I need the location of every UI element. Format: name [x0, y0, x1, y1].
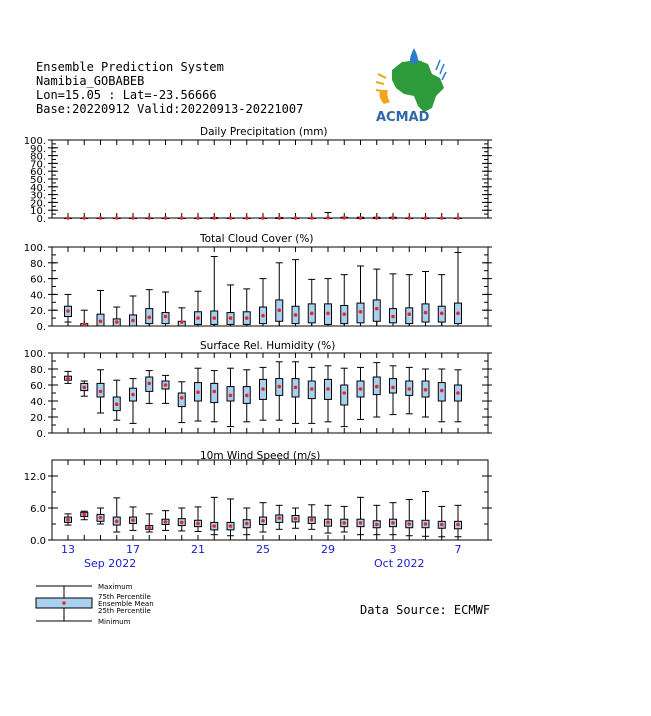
- box-day-29: [325, 366, 332, 422]
- box-day-24: [243, 216, 250, 220]
- box-day-29: [325, 505, 332, 533]
- mean-marker: [440, 216, 444, 220]
- mean-marker: [147, 216, 151, 220]
- mean-marker: [456, 216, 460, 220]
- data-source: Data Source: ECMWF: [360, 603, 491, 617]
- box-day-18: [146, 514, 153, 532]
- iqr-box: [178, 393, 185, 407]
- ytick-label: 0.: [36, 429, 46, 440]
- mean-marker: [342, 521, 346, 525]
- mean-marker: [294, 517, 298, 521]
- mean-marker: [229, 524, 233, 528]
- mean-marker: [359, 521, 363, 525]
- ytick-label: 0.: [36, 322, 46, 333]
- mean-marker: [229, 316, 233, 320]
- sun-icon: [380, 90, 391, 104]
- mean-marker: [359, 387, 363, 391]
- box-day-22: [211, 497, 218, 534]
- box-day-18: [146, 371, 153, 404]
- mean-marker: [164, 383, 168, 387]
- xtick-label: 13: [61, 543, 75, 556]
- box-day-2: [373, 363, 380, 417]
- mean-marker: [342, 216, 346, 220]
- box-day-13: [65, 294, 72, 322]
- ytick-label: 50.: [30, 175, 46, 186]
- mean-marker: [375, 385, 379, 389]
- mean-marker: [326, 521, 330, 525]
- box-day-3: [390, 274, 397, 326]
- box-day-22: [211, 216, 218, 220]
- mean-marker: [359, 216, 363, 220]
- legend-p25: 25th Percentile: [98, 607, 151, 615]
- header-coords: Lon=15.05 : Lat=-23.56666: [36, 88, 217, 102]
- ytick-label: 80.: [30, 365, 46, 376]
- box-day-15: [97, 290, 104, 326]
- mean-marker: [310, 312, 314, 316]
- box-day-14: [81, 511, 88, 520]
- mean-marker: [456, 312, 460, 316]
- ytick-label: 80.: [30, 151, 46, 163]
- box-day-4: [406, 499, 413, 535]
- mean-marker: [212, 316, 216, 320]
- box-day-28: [308, 367, 315, 423]
- box-day-26: [276, 362, 283, 420]
- box-day-6: [438, 506, 445, 536]
- month-label: Sep 2022: [84, 557, 137, 570]
- logo-text: ACMAD: [376, 110, 430, 125]
- box-day-26: [276, 216, 283, 220]
- box-day-16: [113, 307, 120, 326]
- box-day-21: [195, 291, 202, 326]
- ytick-label: 60.: [30, 167, 46, 179]
- mean-marker: [245, 216, 249, 220]
- mean-marker: [407, 312, 411, 316]
- panel-title: Surface Rel. Humidity (%): [200, 340, 336, 352]
- mean-marker: [180, 320, 184, 324]
- box-day-17: [130, 296, 137, 326]
- box-day-20: [178, 308, 185, 326]
- ytick-label: 80.: [30, 258, 46, 270]
- box-day-2: [373, 269, 380, 326]
- panel-title: 10m Wind Speed (m/s): [200, 450, 321, 462]
- box-day-18: [146, 216, 153, 220]
- box-day-6: [438, 369, 445, 422]
- mean-marker: [66, 377, 70, 381]
- ytick-label: 70.: [30, 159, 46, 171]
- mean-marker: [294, 216, 298, 220]
- xtick-label: 25: [256, 543, 270, 556]
- mean-marker: [440, 523, 444, 527]
- box-day-30: [341, 368, 348, 426]
- box-day-20: [178, 508, 185, 531]
- mean-marker: [66, 309, 70, 313]
- xtick-label: 21: [191, 543, 205, 556]
- mean-marker: [147, 382, 151, 386]
- mean-marker: [310, 216, 314, 220]
- box-day-17: [130, 216, 137, 220]
- mean-marker: [277, 216, 281, 220]
- box-day-5: [422, 369, 429, 417]
- xtick-label: 3: [389, 543, 397, 556]
- mean-marker: [407, 216, 411, 220]
- ytick-label: 6.0: [30, 504, 46, 515]
- mean-marker: [99, 216, 103, 220]
- box-day-4: [406, 367, 413, 413]
- mean-marker: [147, 316, 151, 320]
- ytick-label: 40.: [30, 290, 46, 302]
- mean-marker: [294, 313, 298, 317]
- mean-marker: [375, 523, 379, 527]
- box-day-13: [65, 514, 72, 525]
- box-day-21: [195, 368, 202, 421]
- box-day-30: [341, 275, 348, 326]
- mean-marker: [82, 513, 86, 517]
- mean-marker: [212, 524, 216, 528]
- mean-marker: [391, 386, 395, 390]
- ytick-label: 90.: [30, 143, 46, 155]
- mean-marker: [164, 315, 168, 319]
- mean-marker: [180, 216, 184, 220]
- box-day-23: [227, 499, 234, 536]
- legend-mean: Ensemble Mean: [98, 600, 154, 608]
- mean-marker: [277, 385, 281, 389]
- ytick-label: 100.: [23, 136, 46, 147]
- mean-marker: [99, 390, 103, 394]
- box-day-13: [65, 371, 72, 383]
- box-day-2: [373, 505, 380, 534]
- mean-marker: [326, 216, 330, 220]
- iqr-box: [341, 385, 348, 405]
- ytick-label: 40.: [30, 397, 46, 408]
- box-day-25: [260, 503, 267, 532]
- mean-marker: [391, 521, 395, 525]
- mean-marker: [326, 312, 330, 316]
- mean-marker: [359, 310, 363, 314]
- ytick-label: 10.: [30, 206, 46, 218]
- mean-marker: [180, 521, 184, 525]
- box-day-21: [195, 216, 202, 220]
- mean-marker: [66, 216, 70, 220]
- mean-marker: [131, 518, 135, 522]
- mean-marker: [277, 308, 281, 312]
- box-day-28: [308, 216, 315, 220]
- mean-marker: [245, 316, 249, 320]
- box-day-7: [455, 370, 462, 422]
- mean-marker: [277, 516, 281, 520]
- box-day-27: [292, 260, 299, 326]
- mean-marker: [229, 394, 233, 398]
- legend-minimum: Minimum: [98, 618, 131, 626]
- header-dates: Base:20220912 Valid:20220913-20221007: [36, 102, 304, 116]
- ytick-label: 20.: [30, 413, 46, 424]
- mean-marker: [261, 216, 265, 220]
- box-day-1: [357, 216, 364, 220]
- mean-marker: [131, 319, 135, 323]
- box-day-18: [146, 290, 153, 326]
- mean-marker: [196, 216, 200, 220]
- box-day-24: [243, 289, 250, 326]
- sun-rays-icon: [376, 74, 386, 91]
- box-day-26: [276, 263, 283, 326]
- mean-marker: [82, 386, 86, 390]
- water-drop-icon: [410, 48, 418, 64]
- mean-marker: [115, 320, 119, 324]
- box-day-29: [325, 213, 332, 220]
- box-day-3: [390, 503, 397, 535]
- mean-marker: [407, 522, 411, 526]
- mean-marker: [424, 522, 428, 526]
- box-day-19: [162, 292, 169, 326]
- mean-marker: [82, 216, 86, 220]
- mean-marker: [342, 312, 346, 316]
- mean-marker: [131, 216, 135, 220]
- box-day-24: [243, 508, 250, 535]
- box-day-30: [341, 506, 348, 532]
- mean-marker: [294, 386, 298, 390]
- panel-2: [24, 233, 492, 333]
- box-day-3: [390, 216, 397, 220]
- ytick-label: 60.: [30, 381, 46, 392]
- box-day-25: [260, 216, 267, 220]
- box-day-14: [81, 310, 88, 326]
- ytick-label: 12.0: [23, 472, 46, 483]
- box-day-20: [178, 382, 185, 423]
- box-day-4: [406, 216, 413, 220]
- legend-maximum: Maximum: [98, 583, 133, 591]
- mean-marker: [456, 391, 460, 395]
- box-day-7: [455, 216, 462, 220]
- panel-title: Total Cloud Cover (%): [200, 233, 314, 245]
- mean-marker: [229, 216, 233, 220]
- box-day-6: [438, 275, 445, 326]
- mean-marker: [99, 516, 103, 520]
- box-day-28: [308, 279, 315, 326]
- panel-title: Daily Precipitation (mm): [200, 126, 328, 138]
- mean-marker: [261, 519, 265, 523]
- mean-marker: [407, 387, 411, 391]
- mean-marker: [196, 522, 200, 526]
- ytick-label: 100.: [23, 349, 46, 360]
- ytick-label: 30.: [30, 190, 46, 202]
- ytick-label: 20.: [30, 198, 46, 210]
- mean-marker: [245, 394, 249, 398]
- box-day-22: [211, 256, 218, 326]
- box-day-25: [260, 279, 267, 326]
- mean-marker: [424, 388, 428, 392]
- box-day-29: [325, 279, 332, 326]
- box-day-23: [227, 285, 234, 326]
- mean-marker: [66, 518, 70, 522]
- plot-frame: [52, 140, 488, 218]
- box-day-17: [130, 379, 137, 424]
- ytick-label: 40.: [30, 182, 46, 194]
- box-day-17: [130, 507, 137, 530]
- mean-marker: [82, 323, 86, 327]
- month-label: Oct 2022: [374, 557, 425, 570]
- xtick-label: 17: [126, 543, 140, 556]
- ytick-label: 100.: [23, 243, 46, 254]
- xtick-label: 29: [321, 543, 335, 556]
- mean-marker: [456, 523, 460, 527]
- box-day-5: [422, 491, 429, 536]
- box-day-16: [113, 498, 120, 532]
- box-day-5: [422, 271, 429, 326]
- mean-marker: [115, 520, 119, 524]
- box-day-1: [357, 266, 364, 326]
- box-day-25: [260, 367, 267, 420]
- box-day-1: [357, 497, 364, 534]
- xtick-label: 7: [454, 543, 462, 556]
- ytick-label: 20.: [30, 306, 46, 318]
- iqr-box: [373, 300, 380, 321]
- mean-marker: [131, 393, 135, 397]
- mean-marker: [245, 522, 249, 526]
- mean-marker: [375, 216, 379, 220]
- box-day-20: [178, 216, 185, 220]
- panel-1: [24, 126, 492, 225]
- box-day-22: [211, 371, 218, 422]
- box-day-7: [455, 253, 462, 326]
- ytick-label: 0.: [36, 214, 46, 225]
- ytick-label: 60.: [30, 274, 46, 286]
- box-day-1: [357, 367, 364, 419]
- box-day-16: [113, 216, 120, 220]
- header-station: Namibia_GOBABEB: [36, 74, 145, 88]
- mean-marker: [261, 387, 265, 391]
- box-day-6: [438, 216, 445, 220]
- acmad-logo: [376, 48, 446, 125]
- box-day-5: [422, 216, 429, 220]
- box-day-27: [292, 216, 299, 220]
- mean-marker: [212, 216, 216, 220]
- box-day-16: [113, 380, 120, 420]
- mean-marker: [342, 391, 346, 395]
- mean-marker: [391, 315, 395, 319]
- box-day-15: [97, 508, 104, 524]
- box-day-13: [65, 216, 72, 220]
- mean-marker: [375, 307, 379, 311]
- mean-marker: [261, 314, 265, 318]
- legend: [36, 583, 154, 626]
- mean-marker: [391, 216, 395, 220]
- legend-mean-marker: [62, 601, 66, 605]
- mean-marker: [196, 316, 200, 320]
- mean-marker: [310, 387, 314, 391]
- box-day-19: [162, 511, 169, 531]
- mean-marker: [115, 402, 119, 406]
- box-day-14: [81, 216, 88, 220]
- box-day-19: [162, 216, 169, 220]
- mean-marker: [326, 387, 330, 391]
- box-day-30: [341, 216, 348, 220]
- box-day-23: [227, 368, 234, 426]
- box-day-14: [81, 381, 88, 396]
- header-system: Ensemble Prediction System: [36, 60, 224, 74]
- mean-marker: [212, 390, 216, 394]
- mean-marker: [115, 216, 119, 220]
- mean-marker: [424, 216, 428, 220]
- mean-marker: [99, 319, 103, 323]
- mean-marker: [164, 520, 168, 524]
- box-day-15: [97, 216, 104, 220]
- box-day-28: [308, 505, 315, 530]
- legend-p75: 75th Percentile: [98, 593, 151, 601]
- box-day-2: [373, 216, 380, 220]
- box-day-27: [292, 362, 299, 424]
- box-day-21: [195, 507, 202, 532]
- box-day-27: [292, 508, 299, 528]
- box-day-4: [406, 275, 413, 326]
- mean-marker: [440, 389, 444, 393]
- mean-marker: [310, 518, 314, 522]
- box-day-7: [455, 505, 462, 536]
- box-day-3: [390, 366, 397, 415]
- mean-marker: [424, 311, 428, 315]
- box-day-24: [243, 370, 250, 422]
- box-day-19: [162, 375, 169, 403]
- mean-marker: [180, 396, 184, 400]
- box-day-15: [97, 370, 104, 413]
- mean-marker: [196, 390, 200, 394]
- mean-marker: [147, 526, 151, 530]
- mean-marker: [440, 312, 444, 316]
- ytick-label: 0.0: [30, 536, 46, 547]
- panel-3: [24, 340, 492, 440]
- mean-marker: [164, 216, 168, 220]
- box-day-23: [227, 216, 234, 220]
- panel-4: [24, 450, 492, 547]
- box-day-26: [276, 505, 283, 529]
